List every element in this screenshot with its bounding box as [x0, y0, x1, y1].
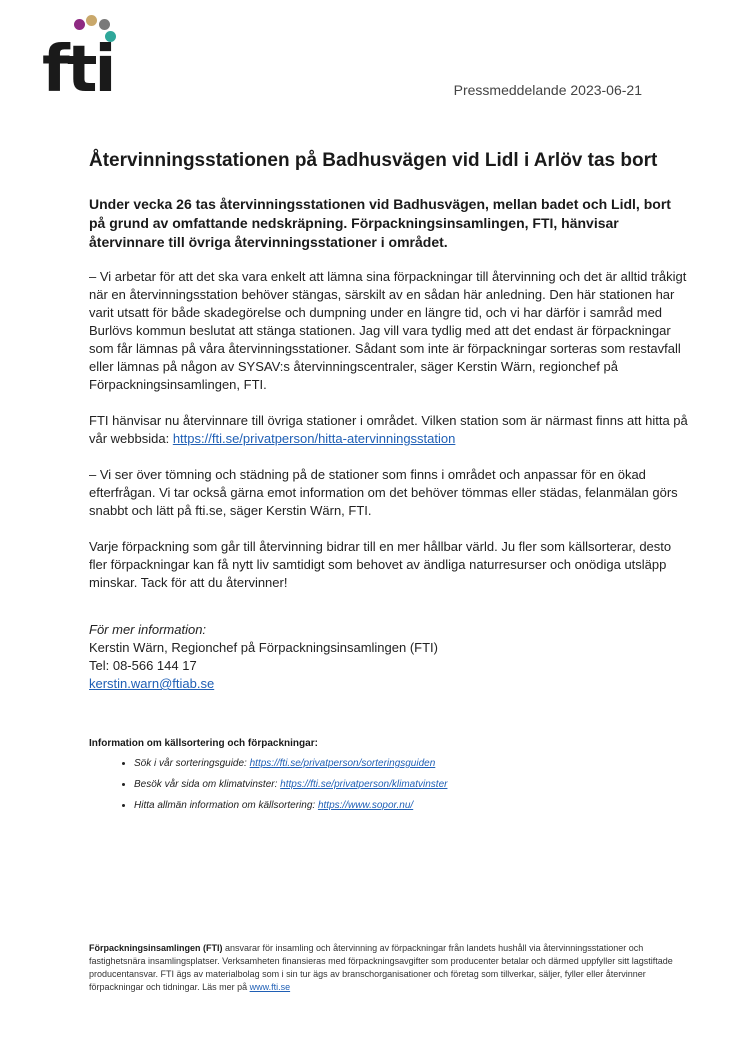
- find-station-link[interactable]: https://fti.se/privatperson/hitta-atervinningsstation: [172, 431, 456, 446]
- fti-logo: [42, 14, 122, 107]
- contact-block: [89, 621, 689, 693]
- contact-phone: Tel: 08-566 144 17: [89, 658, 197, 673]
- sopor-link[interactable]: https://www.sopor.nu/: [317, 800, 414, 811]
- info-item-sorting-guide: [134, 757, 689, 770]
- paragraph-2: [89, 412, 689, 448]
- logo-dot-grey: [99, 19, 110, 30]
- footer-link[interactable]: www.fti.se: [249, 982, 291, 992]
- info-item-label: Besök vår sida om klimatvinster:: [134, 779, 281, 790]
- logo-dot-purple: [74, 19, 85, 30]
- contact-email-link[interactable]: kerstin.warn@ftiab.se: [89, 676, 215, 691]
- article-body: [89, 268, 689, 610]
- info-heading: Information om källsortering och förpackningar:: [89, 738, 318, 749]
- sorting-guide-link[interactable]: https://fti.se/privatperson/sorteringsguiden: [249, 758, 436, 769]
- footer-about: [89, 942, 689, 994]
- press-release-date: Pressmeddelande 2023-06-21: [453, 82, 642, 98]
- paragraph-3: – Vi ser över tömning och städning på de stationer som finns i området och anpassar för en ökad efterfrågan. Vi tar också gärna emot information om det behöver tömmas eller städas, felanmälan görs snabbt och lätt på fti.se, säger Kerstin Wärn, FTI.: [89, 467, 678, 518]
- logo-dot-gold: [86, 15, 97, 26]
- headline: Återvinningsstationen på Badhusvägen vid Lidl i Arlöv tas bort: [89, 150, 658, 171]
- info-item-general: [134, 799, 689, 812]
- info-item-label: Sök i vår sorteringsguide:: [134, 758, 250, 769]
- info-item-climate: [134, 778, 689, 791]
- info-item-label: Hitta allmän information om källsortering:: [134, 800, 318, 811]
- paragraph-1: – Vi arbetar för att det ska vara enkelt att lämna sina förpackningar till återvinning och det är alltid tråkigt när en återvinningsstation behöver stängas, särskilt av en sådan här anledning. Den här stationen har varit utsatt för både skadegörelse och dumpning under en längre tid, och vi har därför i samråd med Burlövs kommun beslutat att stänga stationen. Jag vill vara tydlig med att det endast är förpackningar som får lämnas på våra återvinningsstationer. Sådant som inte är förpackningar sorteras som restavfall eller lämnas på någon av SYSAV:s återvinningscentraler, säger Kerstin Wärn, regionchef på Förpackningsinsamlingen, FTI.: [89, 269, 687, 392]
- info-section: [89, 738, 689, 820]
- paragraph-2-text: FTI hänvisar nu återvinnare till övriga stationer i området. Vilken station som är närmast finns att hitta på vår webbsida:: [89, 413, 688, 446]
- lead-paragraph: Under vecka 26 tas återvinningsstationen vid Badhusvägen, mellan badet och Lidl, bort på grund av omfattande nedskräpning. Förpackningsinsamlingen, FTI, hänvisar återvinnare till övriga återvinningsstationer i området.: [89, 196, 671, 250]
- contact-name: Kerstin Wärn, Regionchef på Förpackningsinsamlingen (FTI): [89, 640, 438, 655]
- footer-text: ansvarar för insamling och återvinning av förpackningar från landets hushåll via återvinningsstationer och fastighetsnära insamlingsplatser. Verksamheten finansieras med förpackningsavgifter som producenter betalar och därmed uppfyller sitt lagstiftade producentansvar. FTI ägs av materialbolag som i sin tur ägs av branschorganisationer och företag som tillverkar, säljer, fyller eller återvinner förpackningar och tidningar. Läs mer på: [89, 943, 673, 992]
- paragraph-4: Varje förpackning som går till återvinning bidrar till en mer hållbar värld. Ju fler som källsorterar, desto fler förpackningar kan få nytt liv samtidigt som behovet av ändliga naturresurser och onödiga utsläpp minskar. Tack för att du återvinner!: [89, 539, 672, 590]
- footer-org: Förpackningsinsamlingen (FTI): [89, 943, 223, 953]
- contact-heading: För mer information:: [89, 622, 207, 637]
- logo-text: fti: [42, 33, 114, 107]
- climate-link[interactable]: https://fti.se/privatperson/klimatvinster: [280, 779, 448, 790]
- info-list: [89, 757, 689, 812]
